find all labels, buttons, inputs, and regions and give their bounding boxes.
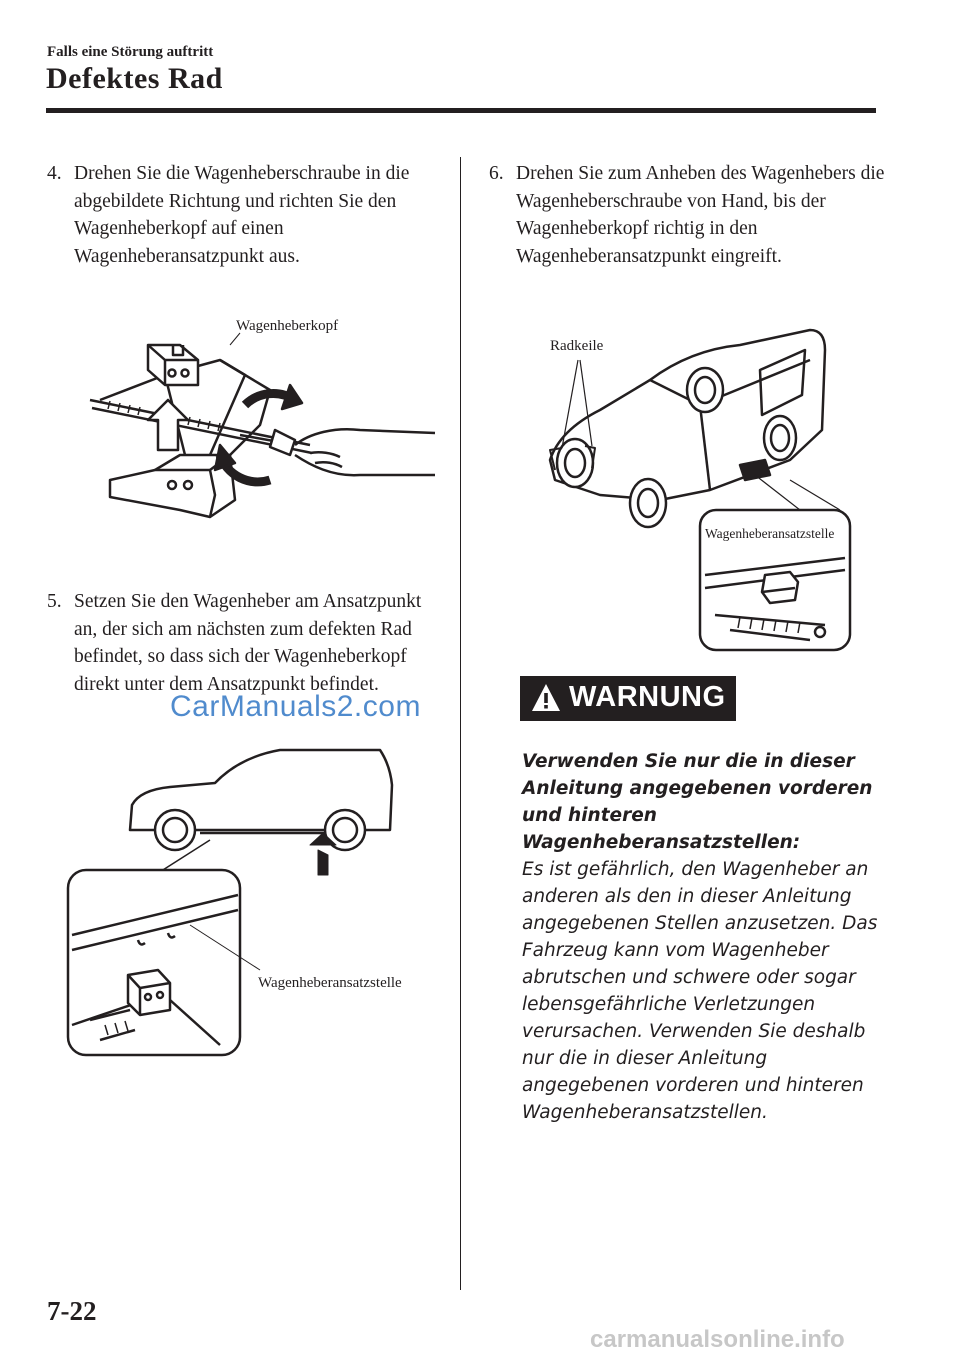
step-text: Setzen Sie den Wagenheber am Ansatzpunkt an, der sich am nächsten zum defekten Rad befindet, so dass sich der Wagenheberkopf direkt unter dem Ansatzpunkt befindet. — [74, 591, 422, 695]
car-jack-point-illustration — [60, 745, 460, 1065]
warning-body — [522, 748, 882, 1126]
step-text: Drehen Sie die Wagenheberschraube in die abgebildete Richtung und richten Sie den Wagenheberkopf auf einen Wagenheberansatzpunkt aus. — [74, 163, 410, 267]
section-title: Falls eine Störung auftritt — [47, 44, 214, 60]
step-text: Drehen Sie zum Anheben des Wagenhebers die Wagenheberschraube von Hand, bis der Wagenheberkopf richtig in den Wagenheberansatzpunkt eingreift. — [516, 163, 885, 267]
wheel-chocks-label: Radkeile — [550, 338, 604, 354]
page-title: Defektes Rad — [46, 62, 223, 95]
header-rule — [46, 108, 876, 113]
watermark-footer: carmanualsonline.info — [590, 1326, 845, 1353]
warning-triangle-icon — [530, 682, 562, 714]
page-number: 7-22 — [47, 1296, 97, 1326]
warning-banner — [520, 676, 736, 721]
step-number: 4. — [47, 163, 62, 184]
jack-point-label-2: Wagenheberansatzstelle — [705, 526, 835, 541]
scissor-jack-illustration — [70, 305, 440, 530]
column-divider — [460, 157, 461, 1290]
step-number: 6. — [489, 163, 504, 184]
step-5 — [47, 588, 447, 698]
warning-heading: WARNUNG — [569, 681, 726, 713]
watermark-center: CarManuals2.com — [170, 690, 421, 723]
car-wheel-chocks-illustration — [540, 320, 860, 660]
step-4 — [47, 160, 447, 270]
jack-point-label: Wagenheberansatzstelle — [258, 975, 402, 991]
step-6 — [489, 160, 889, 270]
warning-text: Es ist gefährlich, den Wagenheber an anderen als den in dieser Anleitung angegebenen Stellen anzusetzen. Das Fahrzeug kann vom Wagenheber abrutschen und schwere oder sogar lebensgefährliche Verletzungen verursachen. Verwenden Sie deshalb nur die in dieser Anleitung angegebenen vorderen und hinteren Wagenheberansatzstellen. — [522, 859, 878, 1123]
jack-head-label: Wagenheberkopf — [236, 318, 339, 334]
warning-bold-text: Verwenden Sie nur die in dieser Anleitung angegebenen vorderen und hinteren Wagenheberansatzstellen: — [522, 751, 873, 853]
step-number: 5. — [47, 591, 62, 612]
